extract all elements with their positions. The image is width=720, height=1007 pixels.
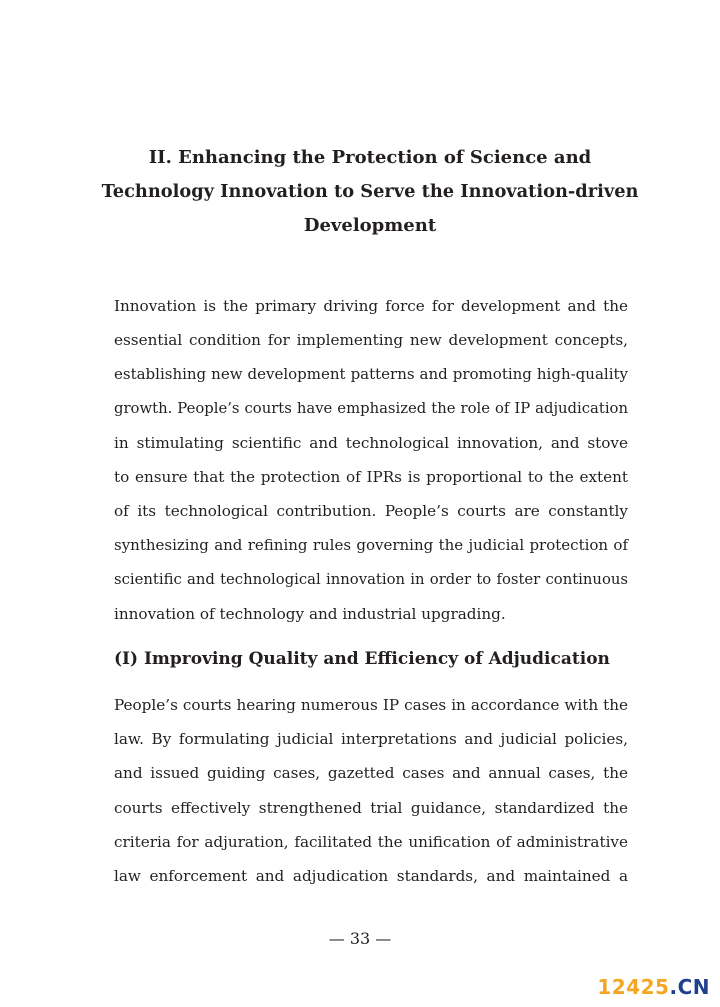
section-title-line: II. Enhancing the Protection of Science and xyxy=(148,147,592,168)
paragraph-line: courts effectively strengthened trial guidance, standardized the xyxy=(114,798,628,817)
paragraph-line: law. By formulating judicial interpretations and judicial policies, xyxy=(114,730,628,749)
paragraph-line: scientific and technological innovation in order to foster continuous xyxy=(114,570,628,588)
paragraph-line: criteria for adjuration, facilitated the unification of administrative xyxy=(114,832,628,851)
paragraph-line: synthesizing and refining rules governing the judicial protection of xyxy=(114,536,628,555)
intro-paragraph xyxy=(114,289,628,631)
section-title-line: Technology Innovation to Serve the Innovation-driven xyxy=(101,181,639,202)
page-number: — 33 — xyxy=(328,929,392,948)
paragraph-line: to ensure that the protection of IPRs is proportional to the extent xyxy=(114,467,628,486)
paragraph-line: essential condition for implementing new development concepts, xyxy=(114,331,628,350)
paragraph-line: innovation of technology and industrial upgrading. xyxy=(114,604,506,623)
paragraph-line: Innovation is the primary driving force for development and the xyxy=(114,297,628,315)
section-title-line: Development xyxy=(303,215,437,236)
paragraph-line: establishing new development patterns and promoting high-quality xyxy=(114,365,628,384)
paragraph-line: growth. People’s courts have emphasized the role of IP adjudication xyxy=(114,399,628,417)
paragraph-line: and issued guiding cases, gazetted cases and annual cases, the xyxy=(114,764,628,783)
watermark-number: 12425 xyxy=(597,975,670,999)
subsection-title: (I) Improving Quality and Efficiency of Adjudication xyxy=(114,649,610,669)
body-paragraph xyxy=(114,688,628,893)
watermark-suffix: .CN xyxy=(669,975,710,999)
site-watermark xyxy=(597,975,710,999)
section-title xyxy=(100,141,640,243)
paragraph-line: People’s courts hearing numerous IP cases in accordance with the xyxy=(114,696,628,714)
paragraph-line: law enforcement and adjudication standards, and maintained a xyxy=(114,866,628,885)
paragraph-line: in stimulating scientific and technological innovation, and stove xyxy=(114,433,628,452)
paragraph-line: of its technological contribution. People’s courts are constantly xyxy=(114,502,628,521)
